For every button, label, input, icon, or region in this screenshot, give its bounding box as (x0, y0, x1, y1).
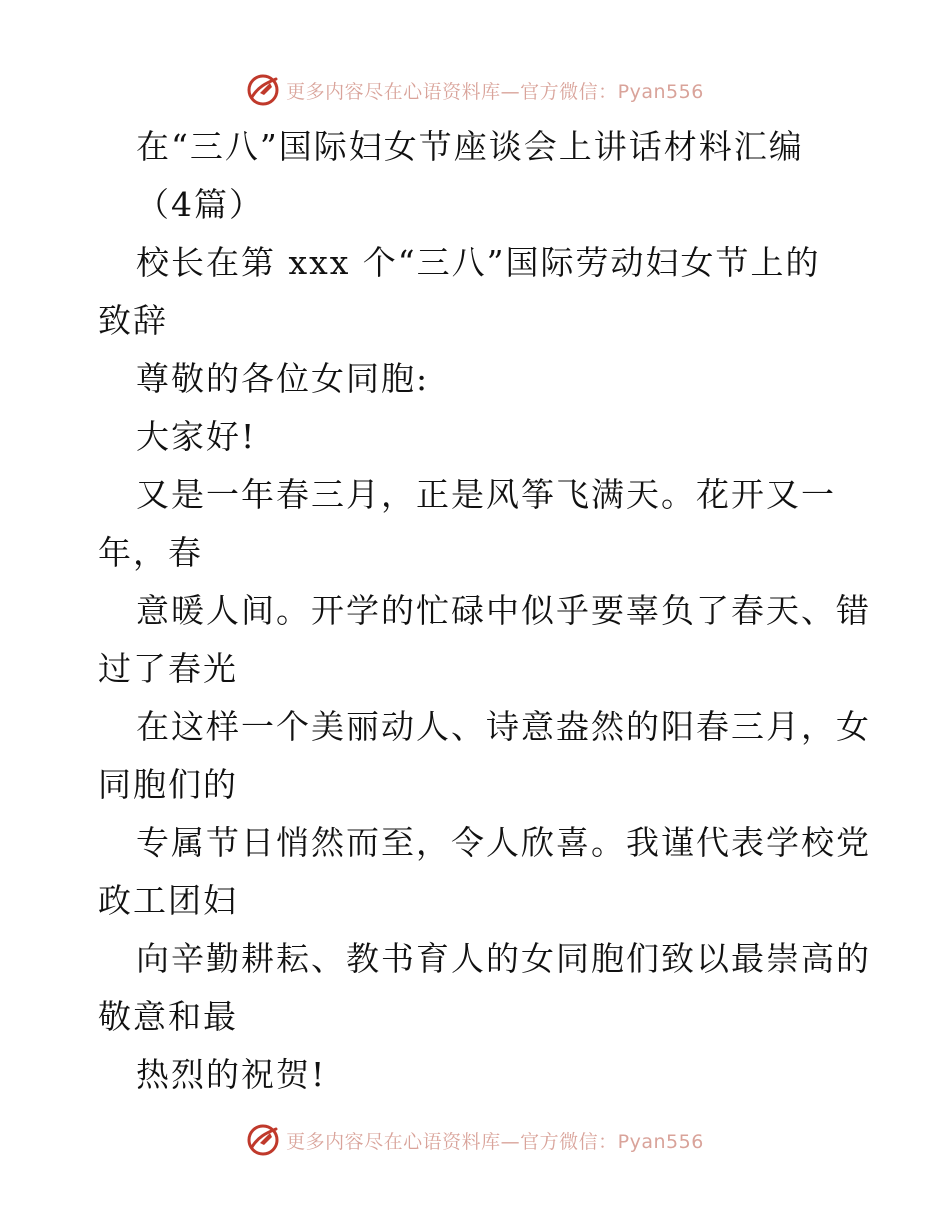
paragraph-line: 同胞们的 (98, 765, 238, 804)
paragraph-line: 向辛勤耕耘、教书育人的女同胞们致以最崇高的 (136, 939, 871, 978)
paragraph-line: 在这样一个美丽动人、诗意盎然的阳春三月，女 (136, 707, 871, 746)
paragraph-line: 政工团妇 (98, 881, 238, 920)
speech-title: 校长在第 xxx 个“三八”国际劳动妇女节上的 (136, 243, 821, 282)
footer-watermark (0, 1120, 950, 1160)
document-title-continued: （4篇） (136, 185, 264, 224)
document-title: 在“三八”国际妇女节座谈会上讲话材料汇编 (136, 127, 804, 166)
paragraph-line: 又是一年春三月，正是风筝飞满天。花开又一 (136, 475, 836, 514)
paragraph-line: 专属节日悄然而至，令人欣喜。我谨代表学校党 (136, 823, 871, 862)
watermark-text: 更多内容尽在心语资料库—官方微信：Pyan556 (286, 1130, 704, 1153)
document-body (98, 118, 871, 1104)
salutation: 尊敬的各位女同胞: (136, 359, 430, 398)
pen-logo-icon (246, 1123, 280, 1157)
pen-logo-icon (246, 73, 280, 107)
speech-title-continued: 致辞 (98, 301, 168, 340)
header-watermark (0, 70, 950, 110)
paragraph-line: 意暖人间。开学的忙碌中似乎要辜负了春天、错 (136, 591, 871, 630)
paragraph-line: 年，春 (98, 533, 203, 572)
watermark-text: 更多内容尽在心语资料库—官方微信：Pyan556 (286, 80, 704, 103)
paragraph-line: 热烈的祝贺! (136, 1055, 327, 1094)
greeting: 大家好! (136, 417, 257, 456)
paragraph-line: 敬意和最 (98, 997, 238, 1036)
paragraph-line: 过了春光 (98, 649, 238, 688)
